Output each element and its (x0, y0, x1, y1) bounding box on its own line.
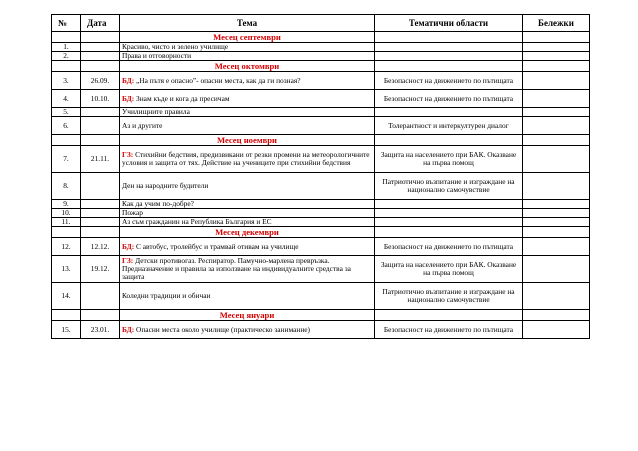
row-area (375, 108, 523, 117)
row-area: Безопасност на движението по пътищата (375, 321, 523, 339)
month-row (52, 32, 590, 43)
month-spacer (375, 61, 523, 72)
row-notes (523, 43, 590, 52)
row-notes (523, 146, 590, 173)
row-date (81, 43, 120, 52)
row-area: Безопасност на движението по пътищата (375, 72, 523, 90)
month-spacer (523, 32, 590, 43)
month-spacer (52, 135, 81, 146)
row-area (375, 200, 523, 209)
table-row (52, 218, 590, 227)
topic-text: Аз съм гражданин на Република България и ЕС (122, 217, 272, 226)
month-spacer (52, 310, 81, 321)
row-topic-cell (120, 90, 375, 108)
row-notes (523, 52, 590, 61)
topic-text: Стихийни бедствия, предизвикани от резки промени на метеорологичните условия и защита от тях. Действие на учениците при стихийни бедствия (122, 150, 370, 167)
month-row (52, 227, 590, 238)
table-row (52, 256, 590, 283)
row-area (375, 218, 523, 227)
table-row (52, 146, 590, 173)
row-notes (523, 238, 590, 256)
table-header (52, 15, 590, 32)
row-notes (523, 108, 590, 117)
row-date: 23.01. (81, 321, 120, 339)
row-notes (523, 321, 590, 339)
topic-text: С автобус, тролейбус и трамвай отивам на училище (134, 241, 299, 251)
month-heading: Месец октомври (120, 61, 375, 72)
month-row (52, 135, 590, 146)
month-heading: Месец януари (120, 310, 375, 321)
row-notes (523, 218, 590, 227)
table-row (52, 283, 590, 310)
header-notes: Бележки (523, 15, 590, 32)
header-areas: Тематични области (375, 15, 523, 32)
header-topic: Тема (120, 15, 375, 32)
table-row (52, 200, 590, 209)
row-number: 15. (52, 321, 81, 339)
topic-text: Училищните правила (122, 107, 190, 116)
month-heading: Месец декември (120, 227, 375, 238)
month-spacer (52, 32, 81, 43)
table-row (52, 321, 590, 339)
topic-text: Ден на народните будители (122, 181, 209, 190)
row-topic-cell (120, 283, 375, 310)
row-number: 10. (52, 209, 81, 218)
row-number: 6. (52, 117, 81, 135)
table-row (52, 90, 590, 108)
month-spacer (523, 227, 590, 238)
month-spacer (375, 227, 523, 238)
table-row (52, 117, 590, 135)
month-spacer (523, 61, 590, 72)
row-topic-cell (120, 52, 375, 61)
row-number: 11. (52, 218, 81, 227)
topic-text: Права и отговорности (122, 51, 192, 60)
row-notes (523, 72, 590, 90)
row-number: 13. (52, 256, 81, 283)
row-topic-cell (120, 200, 375, 209)
row-topic-cell (120, 108, 375, 117)
month-spacer (81, 32, 120, 43)
topic-label: БД: (122, 93, 135, 103)
row-topic-cell (120, 43, 375, 52)
row-date (81, 283, 120, 310)
row-topic-cell (120, 72, 375, 90)
row-topic-cell (120, 218, 375, 227)
topic-label: БД: (122, 324, 135, 334)
month-spacer (81, 61, 120, 72)
month-spacer (375, 32, 523, 43)
month-spacer (81, 310, 120, 321)
topic-text: Пожар (122, 208, 143, 217)
month-spacer (523, 135, 590, 146)
month-spacer (81, 135, 120, 146)
row-number: 14. (52, 283, 81, 310)
row-notes (523, 256, 590, 283)
row-number: 8. (52, 173, 81, 200)
table-body (52, 32, 590, 339)
row-date (81, 117, 120, 135)
row-area (375, 43, 523, 52)
row-notes (523, 173, 590, 200)
row-area: Патриотично възпитание и изграждане на национално самочувствие (375, 283, 523, 310)
row-area (375, 209, 523, 218)
row-date (81, 108, 120, 117)
row-date: 26.09. (81, 72, 120, 90)
row-number: 2. (52, 52, 81, 61)
topic-text: Опасни места около училище (практическо занимание) (134, 324, 311, 334)
row-topic-cell (120, 146, 375, 173)
row-date (81, 200, 120, 209)
row-notes (523, 117, 590, 135)
row-area: Безопасност на движението по пътищата (375, 238, 523, 256)
month-spacer (523, 310, 590, 321)
header-number: № (52, 15, 81, 32)
row-number: 9. (52, 200, 81, 209)
topic-text: „На пътя е опасно”- опасни места, как да ги позная? (134, 75, 301, 85)
row-notes (523, 209, 590, 218)
row-area: Безопасност на движението по пътищата (375, 90, 523, 108)
row-notes (523, 90, 590, 108)
row-area: Патриотично възпитание и изграждане на национално самочувствие (375, 173, 523, 200)
topic-text: Красиво, чисто и зелено училище (122, 42, 229, 51)
row-date: 21.11. (81, 146, 120, 173)
row-date: 12.12. (81, 238, 120, 256)
month-spacer (81, 227, 120, 238)
row-date: 19.12. (81, 256, 120, 283)
row-date (81, 218, 120, 227)
topic-label: БД: (122, 241, 135, 251)
table-row (52, 43, 590, 52)
row-area (375, 52, 523, 61)
row-topic-cell (120, 238, 375, 256)
row-notes (523, 283, 590, 310)
lesson-plan-table (51, 14, 590, 339)
row-date: 10.10. (81, 90, 120, 108)
month-row (52, 61, 590, 72)
topic-label: ГЗ: (122, 256, 134, 265)
topic-text: Коледни традиции и обичаи (122, 291, 211, 300)
row-area: Защита на населението при БАК. Оказване на първа помощ (375, 256, 523, 283)
row-topic-cell (120, 256, 375, 283)
table-row (52, 173, 590, 200)
month-heading: Месец септември (120, 32, 375, 43)
row-topic-cell (120, 209, 375, 218)
row-area: Толерантност и интеркултурен диалог (375, 117, 523, 135)
row-area: Защита на населението при БАК. Оказване на първа помощ (375, 146, 523, 173)
row-topic-cell (120, 321, 375, 339)
month-row (52, 310, 590, 321)
month-spacer (375, 310, 523, 321)
row-number: 7. (52, 146, 81, 173)
row-topic-cell (120, 173, 375, 200)
topic-label: ГЗ: (122, 150, 134, 159)
row-notes (523, 200, 590, 209)
month-spacer (52, 227, 81, 238)
table-row (52, 209, 590, 218)
row-date (81, 209, 120, 218)
month-heading: Месец ноември (120, 135, 375, 146)
header-date: Дата (81, 15, 120, 32)
month-spacer (52, 61, 81, 72)
table-row (52, 108, 590, 117)
row-number: 4. (52, 90, 81, 108)
row-date (81, 52, 120, 61)
table-row (52, 238, 590, 256)
topic-text: Знам къде и кога да пресичам (134, 93, 230, 103)
row-number: 12. (52, 238, 81, 256)
topic-label: БД: (122, 75, 135, 85)
row-topic-cell (120, 117, 375, 135)
table-row (52, 72, 590, 90)
month-spacer (375, 135, 523, 146)
row-number: 3. (52, 72, 81, 90)
row-number: 1. (52, 43, 81, 52)
topic-text: Аз и другите (122, 120, 163, 130)
row-date (81, 173, 120, 200)
topic-text: Детски противогаз. Респиратор. Памучно-марлена превръзка. Предназначение и правила за използване на индивидуалните средства за защита (122, 256, 351, 281)
topic-text: Как да учим по-добре? (122, 199, 194, 208)
table-row (52, 52, 590, 61)
row-number: 5. (52, 108, 81, 117)
